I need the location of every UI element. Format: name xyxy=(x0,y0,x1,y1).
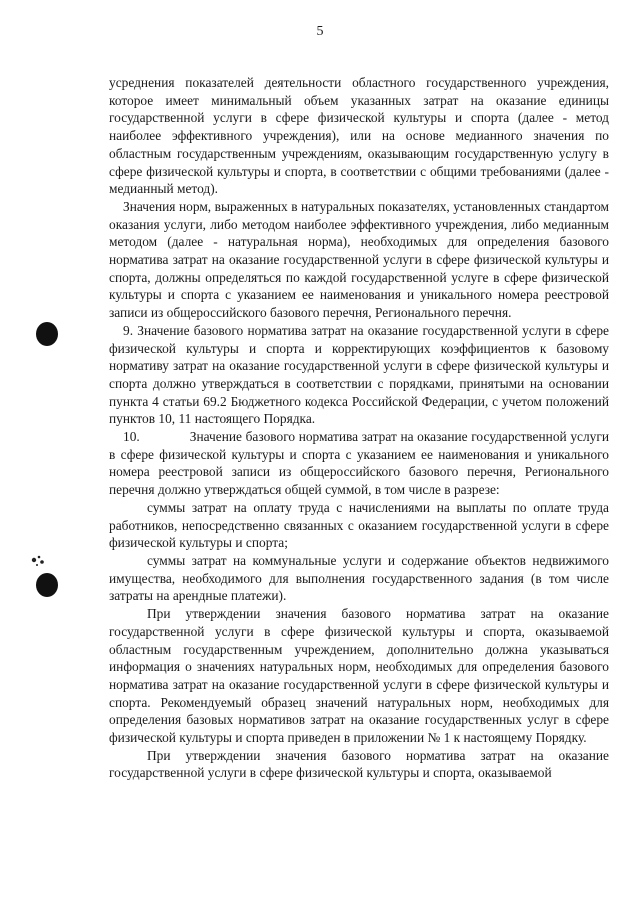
punch-hole-lower xyxy=(36,573,58,597)
paragraph: суммы затрат на коммунальные услуги и содержание объектов недвижимого имущества, необходимого для выполнения государственного задания (в том числе затраты на арендные платежи). xyxy=(109,552,609,604)
item-number: 10. xyxy=(123,429,140,445)
document-body xyxy=(109,74,609,782)
paragraph: суммы затрат на оплату труда с начислениями на выплаты по оплате труда работников, непосредственно связанных с оказанием государственной услуги в сфере физической культуры и спорта; xyxy=(109,499,609,551)
paragraph: усреднения показателей деятельности областного государственного учреждения, которое имеет минимальный объем указанных затрат на оказание единицы государственной услуги в сфере физической культуры и спорта (далее - метод наиболее эффективного учреждения), или на основе медианного значения по областным государственным учреждениям, оказывающим государственную услугу в сфере физической культуры и спорта, в соответствии с общими требованиями (далее - медианный метод). xyxy=(109,75,609,197)
paragraph: При утверждении значения базового норматива затрат на оказание государственной услуги в сфере физической культуры и спорта, оказываемой xyxy=(109,747,609,781)
paragraph-text: Значение базового норматива затрат на оказание государственной услуги в сфере физической культуры и спорта с указанием ее наименования и уникального номера реестровой записи из общероссийского базового перечня, Регионального перечня должно утверждаться общей суммой, в том числе в разрезе: xyxy=(109,429,609,498)
paragraph-numbered xyxy=(109,428,609,499)
punch-hole-upper xyxy=(36,322,58,346)
scan-specks xyxy=(28,552,52,572)
page-number: 5 xyxy=(316,24,324,39)
paragraph: 9. Значение базового норматива затрат на оказание государственной услуги в сфере физической культуры и спорта и корректирующих коэффициентов к базовому нормативу затрат на оказание государственной услуги в сфере физической культуры и спорта должно утверждаться в соответствии с порядками, принятыми на основании пункта 4 статьи 69.2 Бюджетного кодекса Российской Федерации, с учетом положений пунктов 10, 11 настоящего Порядка. xyxy=(109,322,609,427)
paragraph: Значения норм, выраженных в натуральных показателях, установленных стандартом оказания услуги, либо методом наиболее эффективного учреждения, либо медианным методом (далее - натуральная норма), необходимых для определения базового норматива затрат на оказание государственной услуги в сфере физической культуры и спорта, должны определяться по каждой государственной услуге в сфере физической культуры и спорта с указанием ее наименования и уникального номера реестровой записи из общероссийского базового перечня, Регионального перечня. xyxy=(109,198,609,321)
paragraph: При утверждении значения базового норматива затрат на оказание государственной услуги в сфере физической культуры и спорта, оказываемой областным государственным учреждением, дополнительно должна указываться информация о значениях натуральных норм, необходимых для определения базового норматива затрат на оказание государственной услуги в сфере физической культуры и спорта. Рекомендуемый образец значений натуральных норм, необходимых для определения базовых нормативов затрат на оказание государственных услуг в сфере физической культуры и спорта приведен в приложении № 1 к настоящему Порядку. xyxy=(109,606,609,746)
